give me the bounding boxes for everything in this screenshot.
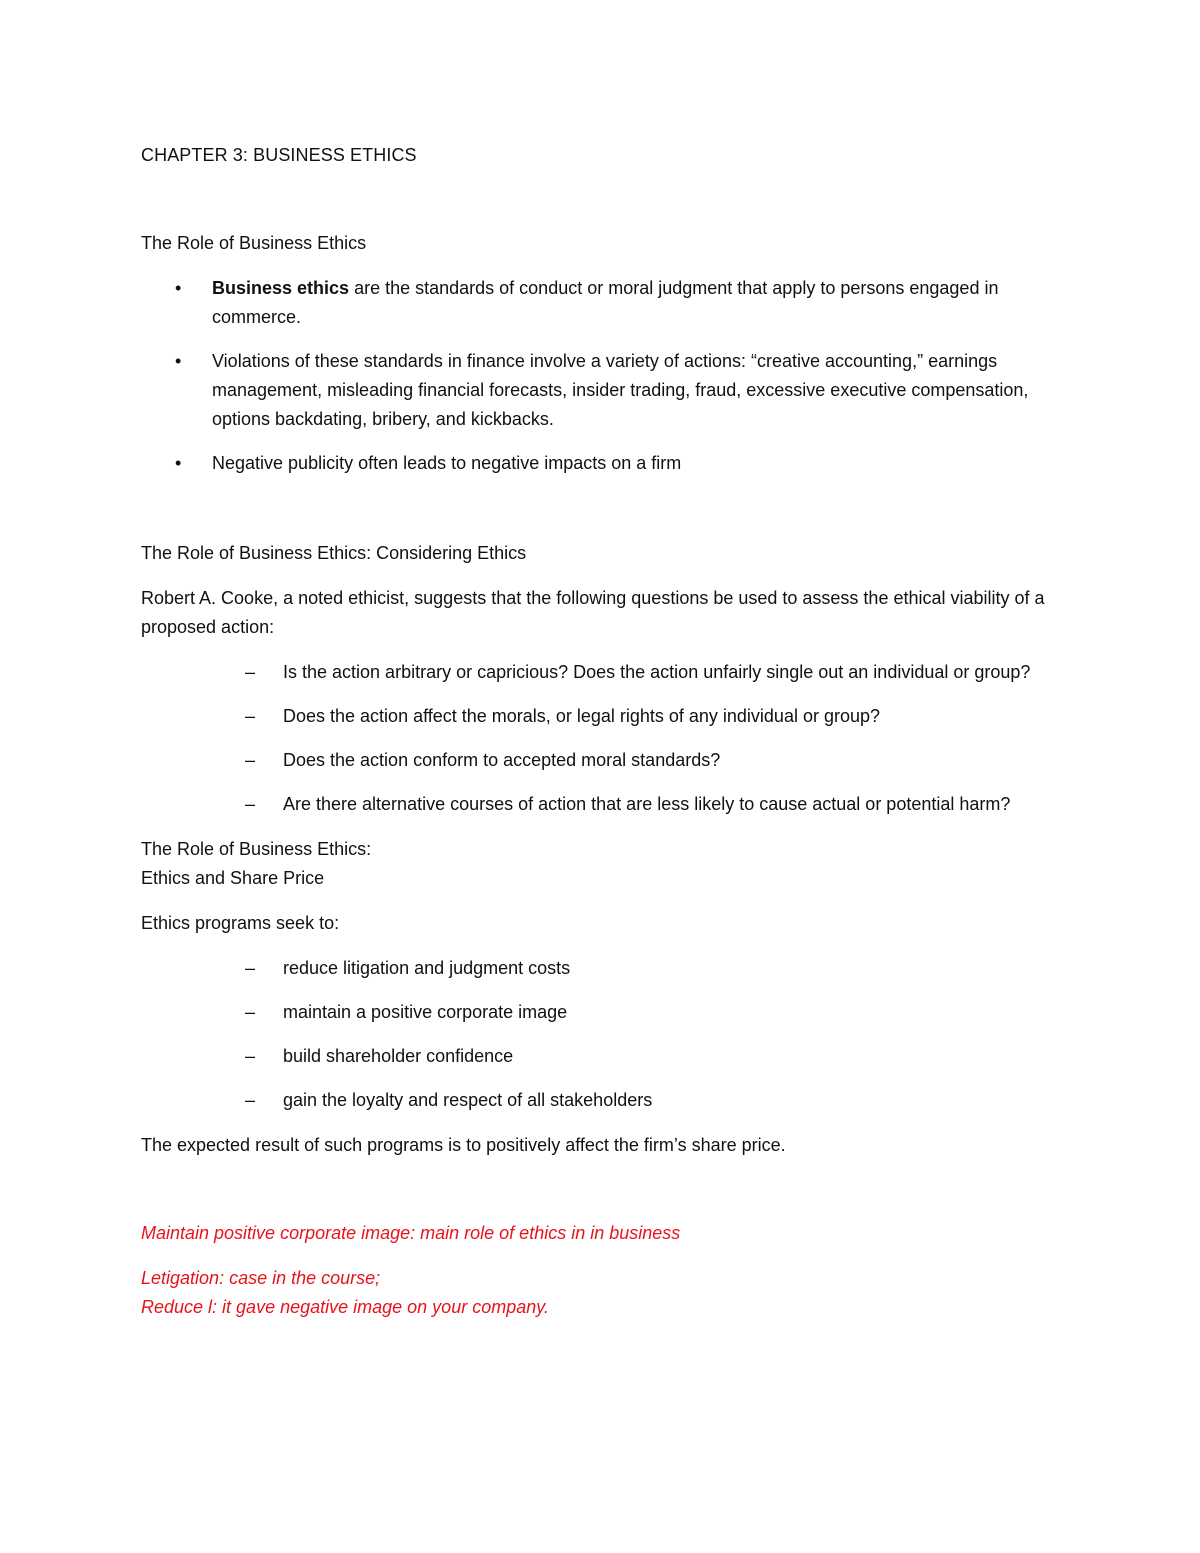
- note-litigation-line1: Letigation: case in the course;: [141, 1268, 381, 1288]
- dash-marker: –: [245, 958, 256, 978]
- bullet-marker: •: [175, 278, 182, 298]
- dash-marker: –: [245, 662, 256, 682]
- list-item: [141, 274, 1061, 332]
- list-item-text: Negative publicity often leads to negative impacts on a firm: [212, 453, 682, 473]
- dash-marker: –: [245, 1090, 256, 1110]
- list-item-text: Is the action arbitrary or capricious? Does the action unfairly single out an individual or group?: [283, 662, 1031, 682]
- document-page: [141, 141, 1061, 1338]
- section-heading-considering-ethics: The Role of Business Ethics: Considering Ethics: [141, 543, 527, 563]
- bullet-marker: •: [175, 453, 182, 473]
- section-heading-role: The Role of Business Ethics: [141, 233, 367, 253]
- dash-marker: –: [245, 794, 256, 814]
- list-item: [141, 746, 1061, 775]
- section-heading-share-price: [141, 835, 1061, 893]
- bullet-marker: •: [175, 351, 182, 371]
- expected-result-paragraph: The expected result of such programs is to positively affect the firm’s share price.: [141, 1135, 786, 1155]
- list-item-text: build shareholder confidence: [283, 1046, 514, 1066]
- bold-term: Business ethics: [212, 278, 350, 298]
- list-item-text: maintain a positive corporate image: [283, 1002, 568, 1022]
- note-corporate-image: Maintain positive corporate image: main role of ethics in in business: [141, 1223, 681, 1243]
- list-item-text: gain the loyalty and respect of all stakeholders: [283, 1090, 653, 1110]
- list-item: [141, 954, 1061, 983]
- bullet-list-role: [141, 274, 1061, 478]
- list-item: [141, 449, 1061, 478]
- list-item: [141, 702, 1061, 731]
- list-item-text: Does the action conform to accepted moral standards?: [283, 750, 721, 770]
- cooke-intro-paragraph: Robert A. Cooke, a noted ethicist, suggests that the following questions be used to assess the ethical viability of a proposed action:: [141, 588, 1045, 637]
- section-heading-line1: The Role of Business Ethics:: [141, 839, 372, 859]
- list-item-text: Does the action affect the morals, or legal rights of any individual or group?: [283, 706, 881, 726]
- list-item: [141, 790, 1061, 819]
- dash-list-questions: [141, 658, 1061, 819]
- list-item: [141, 1086, 1061, 1115]
- note-litigation-line2: Reduce l: it gave negative image on your company.: [141, 1297, 549, 1317]
- list-item-text: Violations of these standards in finance involve a variety of actions: “creative accounting,” earnings management, misleading financial forecasts, insider trading, fraud, excessive executive compensation, options backdating, bribery, and kickbacks.: [212, 351, 1029, 429]
- dash-list-goals: [141, 954, 1061, 1115]
- dash-marker: –: [245, 706, 256, 726]
- section-heading-line2: Ethics and Share Price: [141, 868, 325, 888]
- list-item-text: reduce litigation and judgment costs: [283, 958, 571, 978]
- list-item: [141, 998, 1061, 1027]
- note-litigation: [141, 1264, 1061, 1322]
- ethics-programs-intro: Ethics programs seek to:: [141, 913, 340, 933]
- list-item-text: Are there alternative courses of action that are less likely to cause actual or potential harm?: [283, 794, 1011, 814]
- list-item-text: are the standards of conduct or moral judgment that apply to persons engaged in commerce.: [212, 278, 999, 327]
- dash-marker: –: [245, 750, 256, 770]
- dash-marker: –: [245, 1002, 256, 1022]
- chapter-title: CHAPTER 3: BUSINESS ETHICS: [141, 145, 417, 165]
- dash-marker: –: [245, 1046, 256, 1066]
- list-item: [141, 347, 1061, 434]
- list-item: [141, 658, 1061, 687]
- list-item: [141, 1042, 1061, 1071]
